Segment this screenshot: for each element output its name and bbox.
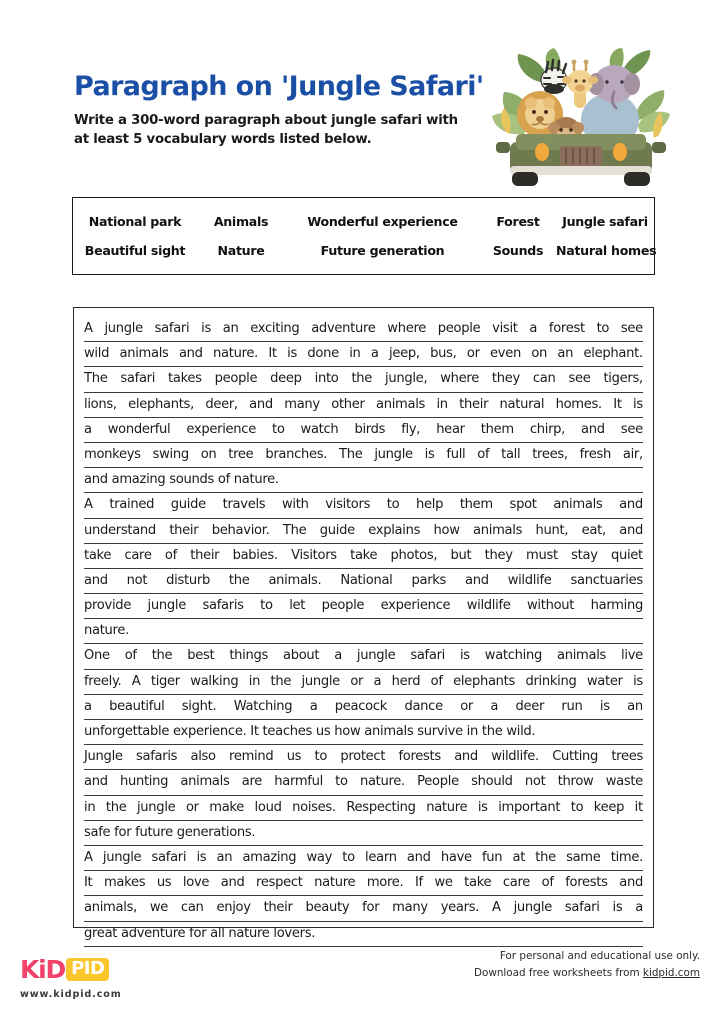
essay-line: Jungle safaris also remind us to protect forests and wildlife. Cutting trees (84, 745, 643, 770)
essay-line: great adventure for all nature lovers. (84, 922, 643, 947)
vocabulary-word: Beautiful sight (84, 243, 186, 258)
legal-line-download (474, 965, 700, 982)
essay-line: provide jungle safaris to let people experience wildlife without harming (84, 594, 643, 619)
essay-paragraph (84, 317, 643, 493)
essay-paragraph (84, 644, 643, 745)
legal-notice (474, 948, 700, 982)
vocabulary-row (73, 243, 657, 258)
answer-writing-area[interactable] (73, 307, 654, 941)
essay-line: in the jungle or make loud noises. Respecting nature is important to keep it (84, 796, 643, 821)
legal-download-prefix: Download free worksheets from (473, 967, 643, 980)
essay-text (84, 317, 643, 947)
essay-line: wild animals and nature. It is done in a jeep, bus, or even on an elephant. (84, 342, 643, 367)
vocabulary-word: Sounds (492, 243, 544, 258)
vocabulary-word: Nature (217, 243, 265, 258)
essay-paragraph (84, 745, 643, 846)
logo-kid-text: KiD (20, 954, 66, 984)
logo-website-url: www.kidpid.com (20, 989, 122, 1000)
essay-line: and hunting animals are harmful to nature. People should not throw waste (84, 770, 643, 795)
essay-line: It makes us love and respect nature more. If we take care of forests and (84, 871, 643, 896)
essay-line: safe for future generations. (84, 821, 643, 846)
legal-line-personal-use: For personal and educational use only. (499, 950, 700, 962)
vocabulary-word: Jungle safari (562, 214, 648, 229)
page-footer (0, 940, 724, 1024)
vocabulary-word: Wonderful experience (307, 214, 458, 229)
page-title: Paragraph on 'Jungle Safari' (74, 71, 484, 102)
essay-line: monkeys swing on tree branches. The jungle is full of tall trees, fresh air, (84, 443, 643, 468)
instruction-text: Write a 300-word paragraph about jungle safari with at least 5 vocabulary words listed below. (74, 112, 458, 147)
essay-line: unforgettable experience. It teaches us how animals survive in the wild. (84, 720, 643, 745)
logo-pid-badge: PID (66, 958, 109, 981)
essay-line: take care of their babies. Visitors take photos, but they must stay quiet (84, 544, 643, 569)
essay-line: and not disturb the animals. National parks and wildlife sanctuaries (84, 569, 643, 594)
vocabulary-row (73, 214, 654, 229)
essay-line: The safari takes people deep into the jungle, where they can see tigers, (84, 367, 643, 392)
essay-line: a wonderful experience to watch birds fly, hear them chirp, and see (84, 418, 643, 443)
vocabulary-word: Future generation (320, 243, 445, 258)
vocabulary-word: Forest (496, 214, 540, 229)
essay-line: A jungle safari is an exciting adventure where people visit a forest to see (84, 317, 643, 342)
vocabulary-word: Natural homes (556, 243, 657, 258)
essay-paragraph (84, 846, 643, 947)
essay-line: One of the best things about a jungle safari is watching animals live (84, 644, 643, 669)
kidpid-logo (20, 956, 200, 1000)
essay-line: animals, we can enjoy their beauty for many years. A jungle safari is a (84, 896, 643, 921)
jeep-icon (496, 134, 666, 186)
vocabulary-word: Animals (213, 214, 269, 229)
essay-paragraph (84, 493, 643, 644)
logo-wordmark (20, 956, 200, 982)
worksheet-header (74, 72, 494, 149)
essay-line: freely. A tiger walking in the jungle or a herd of elephants drinking water is (84, 670, 643, 695)
essay-line: understand their behavior. The guide explains how animals hunt, eat, and (84, 519, 643, 544)
vocabulary-word-bank (72, 197, 655, 275)
essay-line: lions, elephants, deer, and many other animals in their natural homes. It is (84, 393, 643, 418)
essay-line: A trained guide travels with visitors to help them spot animals and (84, 493, 643, 518)
essay-line: A jungle safari is an amazing way to learn and have fun at the same time. (84, 846, 643, 871)
essay-line: and amazing sounds of nature. (84, 468, 643, 493)
essay-line: nature. (84, 619, 643, 644)
kidpid-link[interactable]: kidpid.com (642, 967, 700, 980)
vocabulary-word: National park (88, 214, 182, 229)
essay-line: a beautiful sight. Watching a peacock dance or a deer run is an (84, 695, 643, 720)
safari-jeep-illustration (488, 48, 673, 193)
